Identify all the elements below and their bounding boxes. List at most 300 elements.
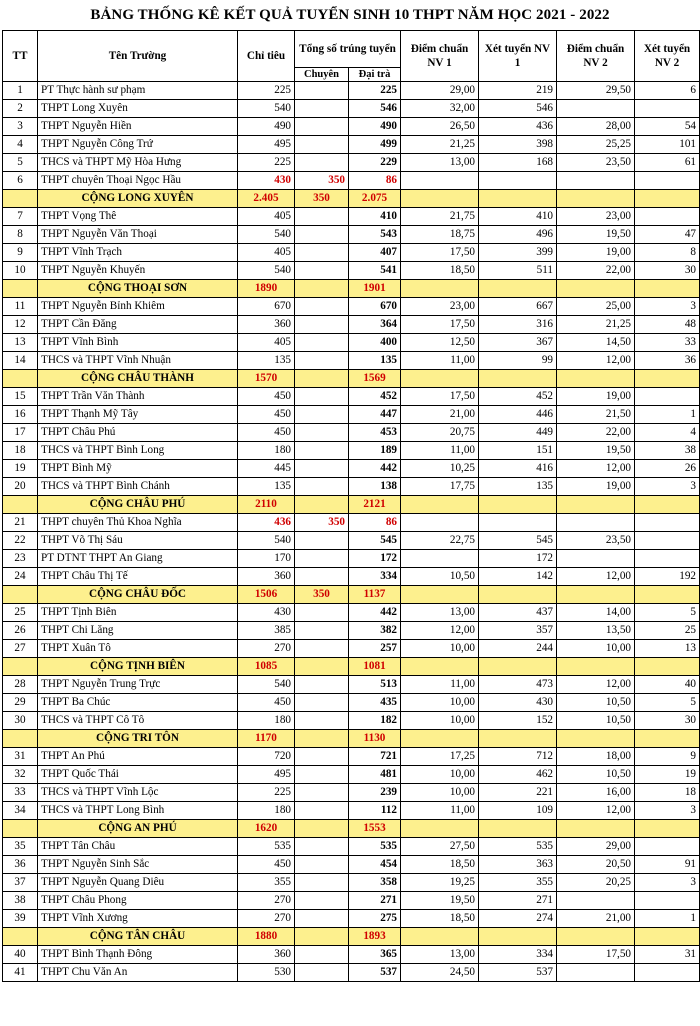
header-quota-label: Chỉ tiêu (246, 50, 286, 62)
row-considered1: 142 (479, 568, 557, 586)
header-tt: TT (3, 31, 38, 82)
subtotal-quota: 1085 (238, 658, 295, 676)
row-specialized (295, 298, 349, 316)
row-cutoff1: 10,00 (401, 766, 479, 784)
row-considered1: 416 (479, 460, 557, 478)
row-cutoff1: 23,00 (401, 298, 479, 316)
row-considered2: 1 (635, 910, 700, 928)
row-specialized (295, 334, 349, 352)
row-considered2 (635, 550, 700, 568)
table-row (3, 244, 700, 262)
subtotal-empty-cell (557, 730, 635, 748)
row-quota: 540 (238, 676, 295, 694)
subtotal-quota: 2.405 (238, 190, 295, 208)
header-school: Tên Trường (38, 31, 238, 82)
row-school-name: THPT Quốc Thái (38, 766, 238, 784)
subtotal-quota: 1890 (238, 280, 295, 298)
row-quota: 360 (238, 946, 295, 964)
row-quota: 170 (238, 550, 295, 568)
subtotal-general: 1569 (349, 370, 401, 388)
row-specialized (295, 118, 349, 136)
row-tt: 2 (3, 100, 38, 118)
row-specialized (295, 910, 349, 928)
row-cutoff1: 26,50 (401, 118, 479, 136)
subtotal-quota: 2110 (238, 496, 295, 514)
row-considered2: 38 (635, 442, 700, 460)
row-tt: 23 (3, 550, 38, 568)
row-general: 442 (349, 460, 401, 478)
row-cutoff2: 22,00 (557, 424, 635, 442)
row-tt: 4 (3, 136, 38, 154)
row-general: 442 (349, 604, 401, 622)
row-tt: 36 (3, 856, 38, 874)
row-considered1: 151 (479, 442, 557, 460)
row-quota: 180 (238, 802, 295, 820)
row-tt: 20 (3, 478, 38, 496)
row-cutoff2: 14,00 (557, 604, 635, 622)
subtotal-empty-cell (401, 190, 479, 208)
row-specialized (295, 856, 349, 874)
row-quota: 430 (238, 172, 295, 190)
row-cutoff1: 10,00 (401, 640, 479, 658)
row-considered2: 36 (635, 352, 700, 370)
subtotal-empty-cell (557, 280, 635, 298)
row-general: 182 (349, 712, 401, 730)
row-cutoff2: 20,25 (557, 874, 635, 892)
row-specialized (295, 424, 349, 442)
row-tt: 33 (3, 784, 38, 802)
table-row (3, 874, 700, 892)
row-general: 721 (349, 748, 401, 766)
header-considered1-label: Xét tuyển NV 1 (484, 43, 551, 69)
subtotal-empty-cell (479, 190, 557, 208)
subtotal-specialized (295, 496, 349, 514)
subtotal-empty-cell (635, 820, 700, 838)
row-general: 499 (349, 136, 401, 154)
subtotal-empty-cell (635, 280, 700, 298)
table-row (3, 118, 700, 136)
row-quota: 270 (238, 892, 295, 910)
row-cutoff2: 23,50 (557, 154, 635, 172)
row-tt: 26 (3, 622, 38, 640)
table-row (3, 910, 700, 928)
header-cutoff1 (401, 31, 479, 82)
row-quota: 540 (238, 532, 295, 550)
row-considered2 (635, 532, 700, 550)
row-school-name: THPT Tân Châu (38, 838, 238, 856)
row-considered1: 712 (479, 748, 557, 766)
row-tt: 13 (3, 334, 38, 352)
row-specialized: 350 (295, 172, 349, 190)
row-considered2: 30 (635, 712, 700, 730)
table-row (3, 352, 700, 370)
row-general: 135 (349, 352, 401, 370)
row-considered2 (635, 964, 700, 982)
row-general: 490 (349, 118, 401, 136)
subtotal-empty-cell (557, 586, 635, 604)
row-considered1: 168 (479, 154, 557, 172)
subtotal-quota: 1570 (238, 370, 295, 388)
row-cutoff2: 21,50 (557, 406, 635, 424)
row-considered2: 31 (635, 946, 700, 964)
row-general: 229 (349, 154, 401, 172)
row-considered1 (479, 514, 557, 532)
row-cutoff2: 22,00 (557, 262, 635, 280)
row-considered2: 8 (635, 244, 700, 262)
row-considered1: 367 (479, 334, 557, 352)
row-considered2: 5 (635, 604, 700, 622)
row-quota: 495 (238, 136, 295, 154)
row-school-name: THPT Bình Thạnh Đông (38, 946, 238, 964)
row-specialized (295, 208, 349, 226)
row-specialized (295, 244, 349, 262)
row-tt: 28 (3, 676, 38, 694)
row-specialized (295, 154, 349, 172)
row-cutoff2 (557, 892, 635, 910)
row-cutoff2: 12,00 (557, 460, 635, 478)
row-school-name: PT Thực hành sư phạm (38, 82, 238, 100)
subtotal-empty-cell (401, 370, 479, 388)
row-considered2: 25 (635, 622, 700, 640)
row-school-name: THCS và THPT Mỹ Hòa Hưng (38, 154, 238, 172)
row-specialized (295, 550, 349, 568)
header-cutoff1-label: Điểm chuẩn NV 1 (410, 43, 469, 69)
header-cutoff2-label: Điểm chuẩn NV 2 (566, 43, 625, 69)
row-general: 189 (349, 442, 401, 460)
row-considered2: 54 (635, 118, 700, 136)
subtotal-specialized (295, 820, 349, 838)
subtotal-quota: 1506 (238, 586, 295, 604)
subtotal-general: 1553 (349, 820, 401, 838)
subtotal-empty-cell (401, 280, 479, 298)
subtotal-name: CỘNG CHÂU THÀNH (38, 370, 238, 388)
subtotal-empty-cell (401, 586, 479, 604)
subtotal-empty-cell (479, 280, 557, 298)
row-considered1: 452 (479, 388, 557, 406)
row-cutoff2: 13,50 (557, 622, 635, 640)
subtotal-name: CỘNG TÂN CHÂU (38, 928, 238, 946)
table-row (3, 136, 700, 154)
row-cutoff1: 19,25 (401, 874, 479, 892)
row-cutoff2: 12,00 (557, 352, 635, 370)
table-row (3, 802, 700, 820)
row-specialized (295, 946, 349, 964)
row-cutoff1: 18,50 (401, 856, 479, 874)
row-specialized (295, 568, 349, 586)
row-school-name: THPT Chu Văn An (38, 964, 238, 982)
row-quota: 540 (238, 100, 295, 118)
row-general: 271 (349, 892, 401, 910)
subtotal-empty-cell (635, 928, 700, 946)
row-cutoff2: 28,00 (557, 118, 635, 136)
row-school-name: THPT Nguyễn Văn Thoại (38, 226, 238, 244)
row-considered2: 91 (635, 856, 700, 874)
row-cutoff2: 19,00 (557, 388, 635, 406)
row-cutoff2 (557, 964, 635, 982)
row-cutoff1: 10,00 (401, 712, 479, 730)
row-cutoff2: 29,00 (557, 838, 635, 856)
row-general: 86 (349, 514, 401, 532)
subtotal-empty-cell (479, 658, 557, 676)
row-considered2 (635, 208, 700, 226)
row-considered2: 1 (635, 406, 700, 424)
row-considered1: 316 (479, 316, 557, 334)
row-tt: 18 (3, 442, 38, 460)
row-school-name: THCS và THPT Vĩnh Nhuận (38, 352, 238, 370)
admission-results-table (2, 30, 700, 982)
row-cutoff1: 17,25 (401, 748, 479, 766)
row-school-name: THPT Châu Thị Tế (38, 568, 238, 586)
row-tt: 29 (3, 694, 38, 712)
row-cutoff1: 21,00 (401, 406, 479, 424)
row-school-name: PT DTNT THPT An Giang (38, 550, 238, 568)
row-considered1: 152 (479, 712, 557, 730)
table-row (3, 82, 700, 100)
table-row (3, 208, 700, 226)
row-considered1: 221 (479, 784, 557, 802)
subtotal-tt-cell (3, 658, 38, 676)
subtotal-name: CỘNG CHÂU PHÚ (38, 496, 238, 514)
row-considered2: 19 (635, 766, 700, 784)
row-cutoff1: 27,50 (401, 838, 479, 856)
row-cutoff2 (557, 550, 635, 568)
subtotal-empty-cell (557, 820, 635, 838)
row-considered1: 334 (479, 946, 557, 964)
row-general: 407 (349, 244, 401, 262)
subtotal-general: 2.075 (349, 190, 401, 208)
subtotal-specialized (295, 658, 349, 676)
row-tt: 17 (3, 424, 38, 442)
row-school-name: THPT Chi Lăng (38, 622, 238, 640)
subtotal-general: 1130 (349, 730, 401, 748)
row-quota: 225 (238, 784, 295, 802)
row-considered1: 135 (479, 478, 557, 496)
row-considered1: 496 (479, 226, 557, 244)
row-school-name: THPT Võ Thị Sáu (38, 532, 238, 550)
row-considered1: 436 (479, 118, 557, 136)
row-cutoff1: 13,00 (401, 946, 479, 964)
row-quota: 355 (238, 874, 295, 892)
subtotal-empty-cell (479, 370, 557, 388)
subtotal-tt-cell (3, 496, 38, 514)
row-general: 225 (349, 82, 401, 100)
row-tt: 1 (3, 82, 38, 100)
row-considered2 (635, 514, 700, 532)
subtotal-tt-cell (3, 190, 38, 208)
table-header (3, 31, 700, 82)
row-considered2: 9 (635, 748, 700, 766)
subtotal-empty-cell (635, 730, 700, 748)
row-considered1: 363 (479, 856, 557, 874)
row-considered1: 274 (479, 910, 557, 928)
subtotal-specialized (295, 928, 349, 946)
row-tt: 34 (3, 802, 38, 820)
subtotal-specialized: 350 (295, 190, 349, 208)
row-school-name: THPT Nguyễn Trung Trực (38, 676, 238, 694)
row-school-name: THCS và THPT Long Bình (38, 802, 238, 820)
row-considered2: 5 (635, 694, 700, 712)
row-cutoff2: 10,50 (557, 712, 635, 730)
row-general: 543 (349, 226, 401, 244)
row-quota: 450 (238, 406, 295, 424)
row-general: 365 (349, 946, 401, 964)
row-general: 670 (349, 298, 401, 316)
row-cutoff1: 10,50 (401, 568, 479, 586)
subtotal-row (3, 280, 700, 298)
row-quota: 180 (238, 442, 295, 460)
table-row (3, 100, 700, 118)
row-specialized (295, 874, 349, 892)
row-school-name: THPT Vĩnh Xương (38, 910, 238, 928)
row-school-name: THPT Ba Chúc (38, 694, 238, 712)
row-quota: 445 (238, 460, 295, 478)
row-considered1: 244 (479, 640, 557, 658)
row-quota: 360 (238, 568, 295, 586)
row-tt: 15 (3, 388, 38, 406)
row-quota: 450 (238, 388, 295, 406)
row-cutoff2: 16,00 (557, 784, 635, 802)
row-general: 257 (349, 640, 401, 658)
table-row (3, 550, 700, 568)
row-specialized (295, 838, 349, 856)
row-specialized (295, 460, 349, 478)
row-school-name: THPT chuyên Thủ Khoa Nghĩa (38, 514, 238, 532)
table-row (3, 406, 700, 424)
row-quota: 405 (238, 208, 295, 226)
subtotal-specialized: 350 (295, 586, 349, 604)
row-quota: 540 (238, 226, 295, 244)
row-specialized (295, 802, 349, 820)
row-considered2: 48 (635, 316, 700, 334)
row-cutoff2: 12,00 (557, 676, 635, 694)
row-cutoff2: 12,00 (557, 802, 635, 820)
subtotal-tt-cell (3, 928, 38, 946)
table-row (3, 712, 700, 730)
row-considered2: 47 (635, 226, 700, 244)
row-quota: 270 (238, 640, 295, 658)
row-school-name: THPT Xuân Tô (38, 640, 238, 658)
row-specialized (295, 892, 349, 910)
subtotal-quota: 1170 (238, 730, 295, 748)
row-quota: 436 (238, 514, 295, 532)
row-quota: 360 (238, 316, 295, 334)
row-cutoff2 (557, 172, 635, 190)
row-quota: 535 (238, 838, 295, 856)
table-row (3, 604, 700, 622)
table-row (3, 856, 700, 874)
table-row (3, 748, 700, 766)
row-cutoff1: 11,00 (401, 352, 479, 370)
subtotal-empty-cell (401, 658, 479, 676)
row-quota: 495 (238, 766, 295, 784)
row-quota: 135 (238, 478, 295, 496)
table-row (3, 424, 700, 442)
row-tt: 3 (3, 118, 38, 136)
row-tt: 40 (3, 946, 38, 964)
row-cutoff1: 13,00 (401, 154, 479, 172)
row-considered2: 30 (635, 262, 700, 280)
row-general: 138 (349, 478, 401, 496)
row-considered2: 61 (635, 154, 700, 172)
subtotal-empty-cell (635, 190, 700, 208)
row-school-name: THPT Nguyễn Khuyến (38, 262, 238, 280)
row-considered1: 667 (479, 298, 557, 316)
row-general: 364 (349, 316, 401, 334)
subtotal-empty-cell (479, 928, 557, 946)
subtotal-empty-cell (479, 730, 557, 748)
table-row (3, 460, 700, 478)
row-tt: 32 (3, 766, 38, 784)
row-specialized (295, 622, 349, 640)
row-considered1: 449 (479, 424, 557, 442)
header-considered2 (635, 31, 700, 82)
row-quota: 180 (238, 712, 295, 730)
row-general: 535 (349, 838, 401, 856)
table-row (3, 838, 700, 856)
row-cutoff1: 13,00 (401, 604, 479, 622)
header-general: Đại trà (349, 68, 401, 82)
subtotal-tt-cell (3, 280, 38, 298)
subtotal-empty-cell (557, 190, 635, 208)
row-school-name: THPT Châu Phong (38, 892, 238, 910)
row-cutoff1: 17,50 (401, 388, 479, 406)
row-quota: 530 (238, 964, 295, 982)
row-school-name: THPT Bình Mỹ (38, 460, 238, 478)
row-cutoff2: 12,00 (557, 568, 635, 586)
row-general: 382 (349, 622, 401, 640)
row-general: 239 (349, 784, 401, 802)
table-row (3, 172, 700, 190)
row-school-name: THPT Nguyễn Công Trứ (38, 136, 238, 154)
row-school-name: THPT chuyên Thoại Ngọc Hầu (38, 172, 238, 190)
subtotal-empty-cell (479, 586, 557, 604)
row-cutoff1 (401, 514, 479, 532)
subtotal-tt-cell (3, 586, 38, 604)
row-quota: 270 (238, 910, 295, 928)
row-quota: 450 (238, 856, 295, 874)
subtotal-quota: 1620 (238, 820, 295, 838)
row-general: 334 (349, 568, 401, 586)
row-cutoff1: 11,00 (401, 676, 479, 694)
row-school-name: THCS và THPT Bình Chánh (38, 478, 238, 496)
row-school-name: THPT Vĩnh Trạch (38, 244, 238, 262)
row-cutoff2: 19,00 (557, 478, 635, 496)
row-school-name: THPT Nguyễn Hiền (38, 118, 238, 136)
row-specialized (295, 136, 349, 154)
row-considered2: 33 (635, 334, 700, 352)
row-considered1: 271 (479, 892, 557, 910)
row-specialized (295, 532, 349, 550)
header-specialized: Chuyên (295, 68, 349, 82)
row-cutoff2: 19,00 (557, 244, 635, 262)
subtotal-row (3, 730, 700, 748)
row-considered1: 410 (479, 208, 557, 226)
row-school-name: THCS và THPT Cô Tô (38, 712, 238, 730)
row-considered2: 18 (635, 784, 700, 802)
row-cutoff2: 21,00 (557, 910, 635, 928)
subtotal-row (3, 820, 700, 838)
subtotal-quota: 1880 (238, 928, 295, 946)
row-quota: 405 (238, 244, 295, 262)
subtotal-name: CỘNG CHÂU ĐỐC (38, 586, 238, 604)
row-considered1: 437 (479, 604, 557, 622)
row-tt: 19 (3, 460, 38, 478)
row-considered2: 3 (635, 874, 700, 892)
subtotal-row (3, 190, 700, 208)
table-row (3, 442, 700, 460)
row-general: 447 (349, 406, 401, 424)
table-row (3, 568, 700, 586)
